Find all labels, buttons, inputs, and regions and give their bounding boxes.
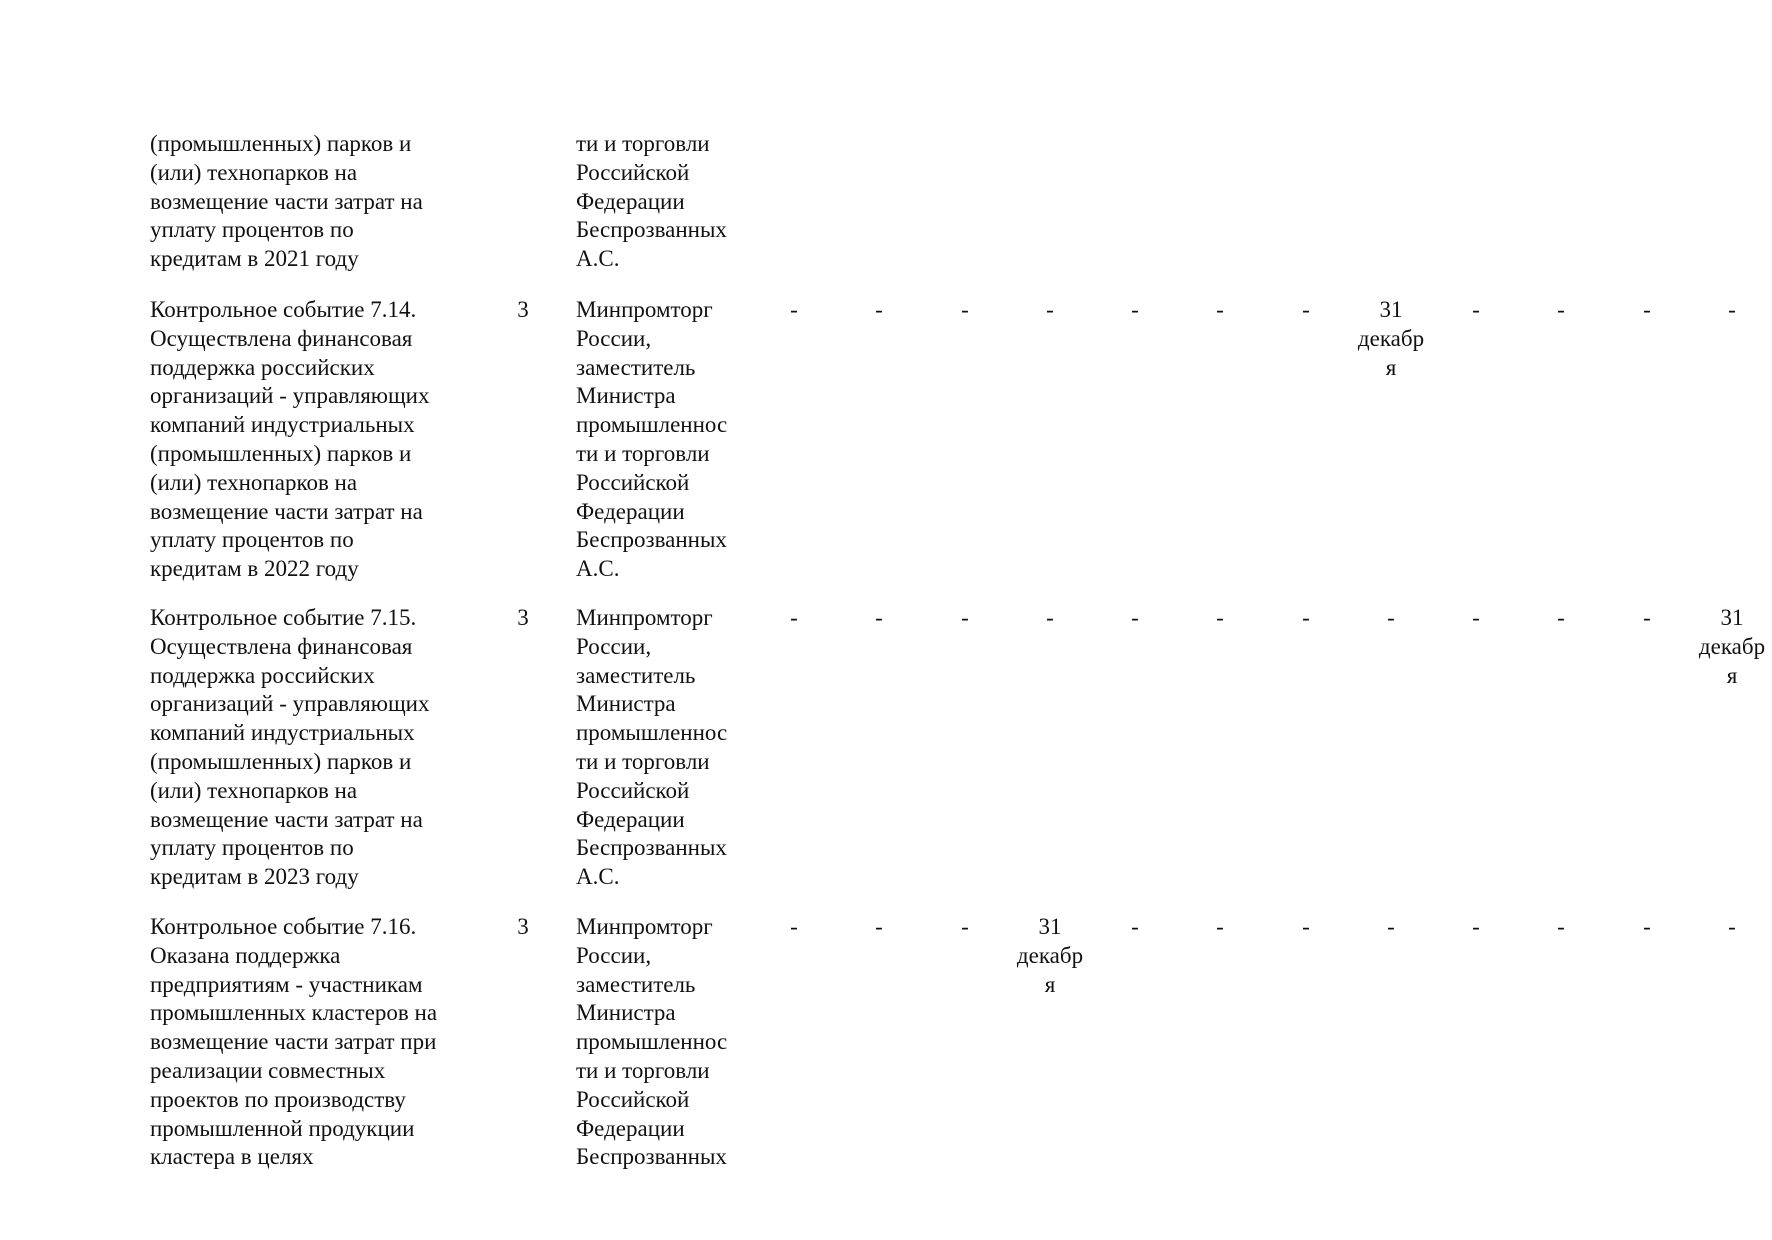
month-cell: - <box>1216 605 1224 630</box>
month-cell: - <box>961 605 969 630</box>
month-cell: - <box>875 914 883 939</box>
event-number: 3 <box>517 914 529 939</box>
month-cell: - <box>1131 297 1139 322</box>
month-cell: - <box>1131 914 1139 939</box>
month-cell: - <box>790 297 798 322</box>
month-cell: 31 декабр я <box>1016 914 1084 997</box>
month-cell: - <box>1302 605 1310 630</box>
month-cell: - <box>875 297 883 322</box>
month-cell: - <box>790 605 798 630</box>
event-responsible: Минпромторг России, заместитель Министра промышленнос ти и торговли Российской Федерации Беспрозванных <box>576 914 728 1170</box>
event-responsible: Минпромторг России, заместитель Министра промышленнос ти и торговли Российской Федерации Беспрозванных А.С. <box>576 297 728 582</box>
month-cell: - <box>1472 605 1480 630</box>
month-cell: - <box>1302 297 1310 322</box>
event-number: 3 <box>517 605 529 630</box>
event-description: (промышленных) парков и (или) технопарков на возмещение части затрат на уплату процентов по кредитам в 2021 году <box>150 131 423 272</box>
month-cell: - <box>1643 914 1651 939</box>
month-cell: 31 декабр я <box>1357 297 1425 380</box>
month-cell: - <box>961 914 969 939</box>
month-cell: - <box>1472 297 1480 322</box>
month-cell: - <box>1557 605 1565 630</box>
month-cell: 31 декабр я <box>1698 605 1766 688</box>
month-cell: - <box>1216 297 1224 322</box>
month-cell: - <box>961 297 969 322</box>
month-cell: - <box>1216 914 1224 939</box>
month-cell: - <box>1046 297 1054 322</box>
month-cell: - <box>875 605 883 630</box>
event-description: Контрольное событие 7.14. Осуществлена финансовая поддержка российских организаций - управляющих компаний индустриальных (промышленных) парков и (или) технопарков на возмещение части затрат на уплату процентов по кредитам в 2022 году <box>150 297 430 582</box>
month-cell: - <box>1557 297 1565 322</box>
month-cell: - <box>1643 297 1651 322</box>
event-responsible: ти и торговли Российской Федерации Беспрозванных А.С. <box>576 131 727 272</box>
month-cell: - <box>1131 605 1139 630</box>
month-cell: - <box>1387 605 1395 630</box>
event-number: 3 <box>517 297 529 322</box>
month-cell: - <box>1046 605 1054 630</box>
month-cell: - <box>1728 914 1736 939</box>
month-cell: - <box>1302 914 1310 939</box>
event-description: Контрольное событие 7.15. Осуществлена финансовая поддержка российских организаций - управляющих компаний индустриальных (промышленных) парков и (или) технопарков на возмещение части затрат на уплату процентов по кредитам в 2023 году <box>150 605 430 890</box>
month-cell: - <box>1643 605 1651 630</box>
month-cell: - <box>1387 914 1395 939</box>
month-cell: - <box>1728 297 1736 322</box>
event-responsible: Минпромторг России, заместитель Министра промышленнос ти и торговли Российской Федерации Беспрозванных А.С. <box>576 605 728 890</box>
event-description: Контрольное событие 7.16. Оказана поддержка предприятиям - участникам промышленных кластеров на возмещение части затрат при реализации совместных проектов по производству промышленной продукции кластера в целях <box>150 914 438 1170</box>
month-cell: - <box>1472 914 1480 939</box>
month-cell: - <box>1557 914 1565 939</box>
month-cell: - <box>790 914 798 939</box>
